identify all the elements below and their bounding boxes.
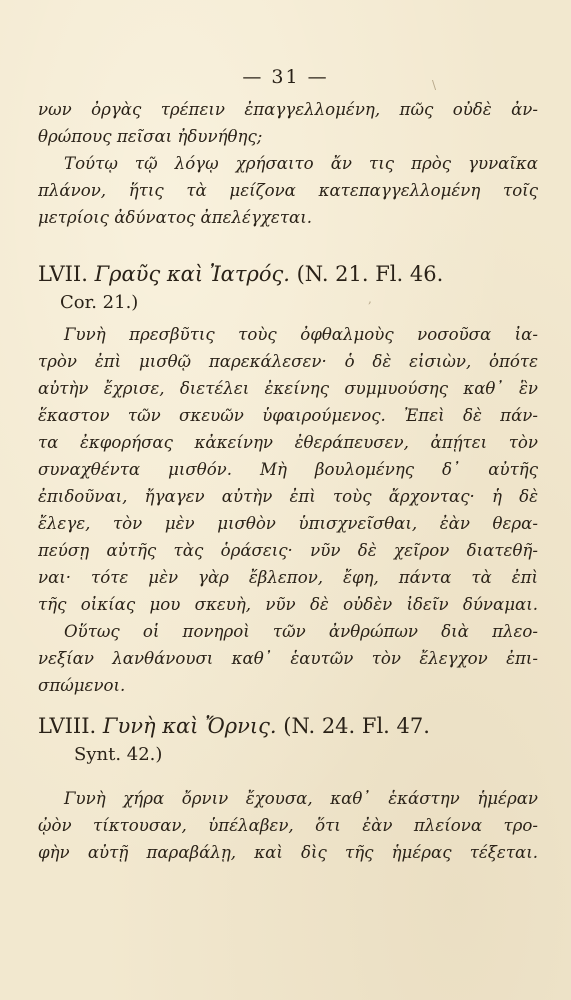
- text-line: τῆς οἰκίας μου σκευὴ, νῦν δὲ οὐδὲν ἰδεῖν δύναμαι.: [38, 595, 538, 614]
- fable-reference: (N. 21. Fl. 46.: [296, 262, 444, 286]
- fable-58-body: [38, 785, 538, 866]
- text-line: συναχθέντα μισθόν. Μὴ βουλομένης δ᾽ αὐτῆς: [38, 460, 538, 479]
- fable-title: Γραῦς καὶ Ἰατρός.: [94, 262, 290, 286]
- fable-numeral: LVIII.: [38, 714, 97, 738]
- intro-paragraph: [38, 96, 538, 231]
- text-line: ἔλεγε, τὸν μὲν μισθὸν ὑπισχνεῖσθαι, ἐὰν θερα-: [38, 514, 538, 533]
- fable-58-heading: [38, 711, 538, 769]
- text-line: μετρίοις ἀδύνατος ἀπελέγχεται.: [38, 208, 312, 227]
- text-line: νεξίαν λανθάνουσι καθ᾽ ἑαυτῶν τὸν ἔλεγχον ἐπι-: [38, 649, 538, 668]
- text-line: αὐτὴν ἔχρισε, διετέλει ἐκείνης συμμυούσης καθ᾽ ἓν: [38, 379, 538, 398]
- text-line: Γυνὴ χήρα ὄρνιν ἔχουσα, καθ᾽ ἑκάστην ἡμέραν: [64, 789, 538, 808]
- text-line: τρὸν ἐπὶ μισθῷ παρεκάλεσεν· ὁ δὲ εἰσιὼν, ὁπότε: [38, 352, 538, 371]
- heading-line: [38, 711, 538, 741]
- fable-57-body: [38, 321, 538, 699]
- text-line: ἐπιδοῦναι, ἤγαγεν αὐτὴν ἐπὶ τοὺς ἄρχοντας· ἡ δὲ: [38, 487, 538, 506]
- fable-reference-cont: Synt. 42.): [74, 744, 163, 765]
- text-line: πεύσῃ αὐτῆς τὰς ὁράσεις· νῦν δὲ χεῖρον διατεθῆ-: [38, 541, 538, 560]
- paper-speck: ,: [368, 292, 372, 306]
- text-line: ἕκαστον τῶν σκευῶν ὑφαιρούμενος. Ἐπεὶ δὲ πάν-: [38, 406, 538, 425]
- text-line: θρώπους πεῖσαι ἠδυνήθης;: [38, 127, 263, 146]
- fable-reference: (N. 24. Fl. 47.: [283, 714, 430, 738]
- text-line: τα ἐκφορήσας κἀκείνην ἐθεράπευσεν, ἀπῄτει τὸν: [38, 433, 538, 452]
- paper-speck: \: [432, 78, 437, 92]
- page-number: — 31 —: [242, 66, 329, 88]
- text-line: πλάνον, ἥτις τὰ μείζονα κατεπαγγελλομένη τοῖς: [38, 181, 538, 200]
- fable-title: Γυνὴ καὶ Ὄρνις.: [102, 714, 277, 738]
- text-line: Γυνὴ πρεσβῦτις τοὺς ὀφθαλμοὺς νοσοῦσα ἰα-: [64, 325, 538, 344]
- fable-reference-cont: Cor. 21.): [60, 292, 139, 313]
- fable-numeral: LVII.: [38, 262, 88, 286]
- text-line: Οὕτως οἱ πονηροὶ τῶν ἀνθρώπων διὰ πλεο-: [64, 622, 538, 641]
- text-line: σπώμενοι.: [38, 676, 126, 695]
- heading-line: [38, 259, 538, 289]
- text-line: νων ὀργὰς τρέπειν ἐπαγγελλομένη, πῶς οὐδὲ ἀν-: [38, 100, 538, 119]
- text-line: Τούτῳ τῷ λόγῳ χρήσαιτο ἄν τις πρὸς γυναῖκα: [64, 154, 538, 173]
- text-line: ναι· τότε μὲν γὰρ ἔβλεπον, ἔφη, πάντα τὰ ἐπὶ: [38, 568, 538, 587]
- text-line: ᾠὸν τίκτουσαν, ὑπέλαβεν, ὅτι ἐὰν πλείονα τρο-: [38, 816, 538, 835]
- text-line: φὴν αὐτῇ παραβάλῃ, καὶ δὶς τῆς ἡμέρας τέξεται.: [38, 843, 538, 862]
- fable-57-heading: [38, 259, 538, 317]
